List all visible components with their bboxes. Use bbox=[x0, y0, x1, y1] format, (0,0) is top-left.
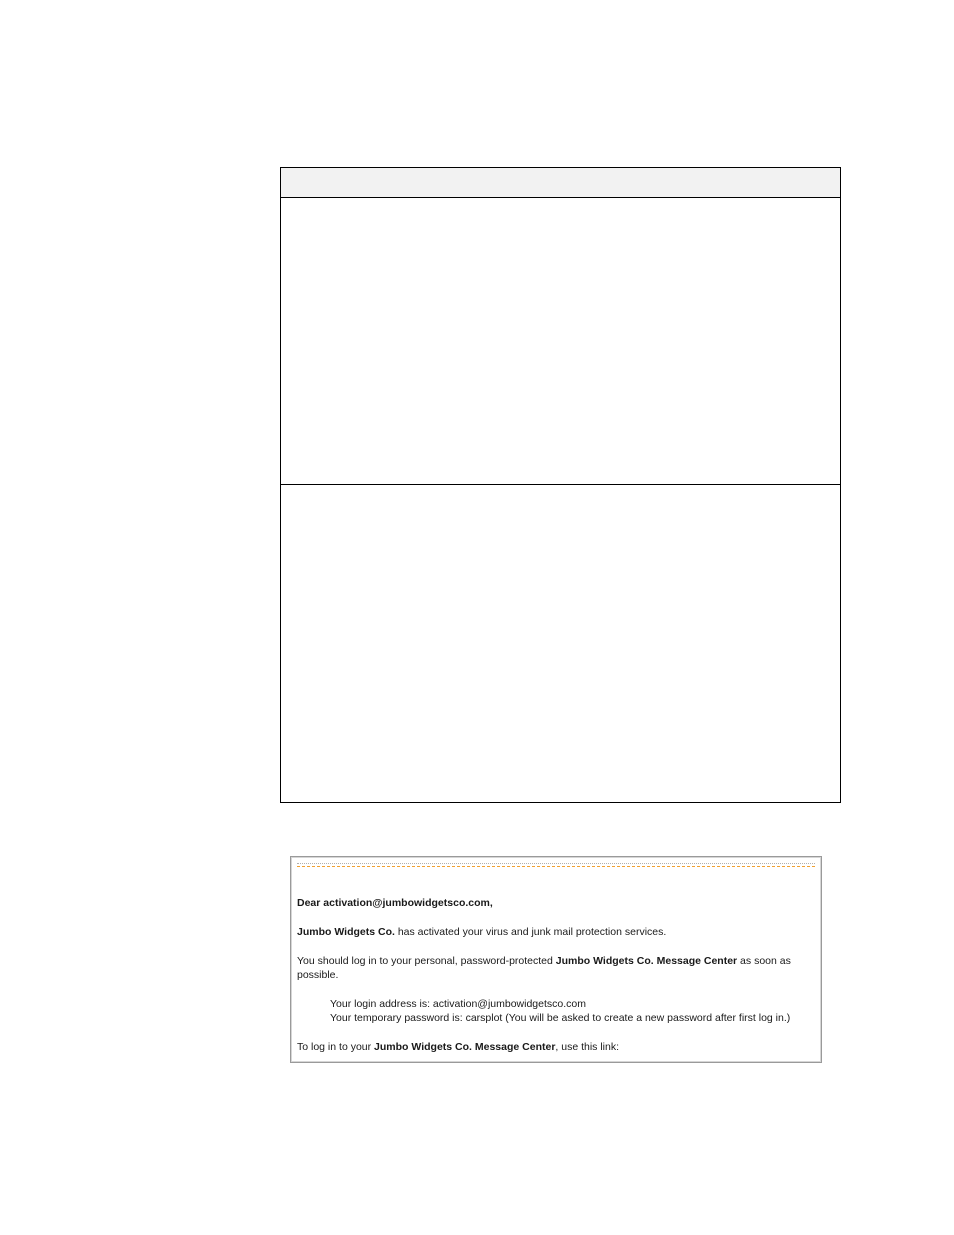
document-table bbox=[280, 167, 841, 803]
company-name: Jumbo Widgets Co. bbox=[297, 926, 395, 938]
table-row bbox=[281, 198, 840, 485]
login-instruction: You should log in to your personal, password-protected Jumbo Widgets Co. Message Center as soon as possible. bbox=[297, 955, 791, 981]
message-center-name: Jumbo Widgets Co. Message Center bbox=[555, 955, 738, 967]
table-row bbox=[281, 485, 840, 802]
greeting-address: activation@jumbowidgetsco.com bbox=[323, 897, 490, 909]
temp-password-line: Your temporary password is: carsplot (You will be asked to create a new password after first log in.) bbox=[330, 1012, 791, 1024]
login-link-intro: To log in to your Jumbo Widgets Co. Message Center, use this link: bbox=[297, 1041, 620, 1053]
activation-notice: Jumbo Widgets Co. has activated your virus and junk mail protection services. bbox=[297, 926, 667, 938]
message-center-name: Jumbo Widgets Co. Message Center bbox=[374, 1041, 556, 1053]
email-greeting: Dear activation@jumbowidgetsco.com, bbox=[297, 897, 493, 909]
email-top-border bbox=[297, 863, 815, 864]
login-address-line: Your login address is: activation@jumbowidgetsco.com bbox=[330, 998, 586, 1010]
activation-email-screenshot bbox=[290, 856, 822, 1063]
email-accent-divider bbox=[297, 866, 815, 867]
table-header-row bbox=[281, 168, 840, 198]
